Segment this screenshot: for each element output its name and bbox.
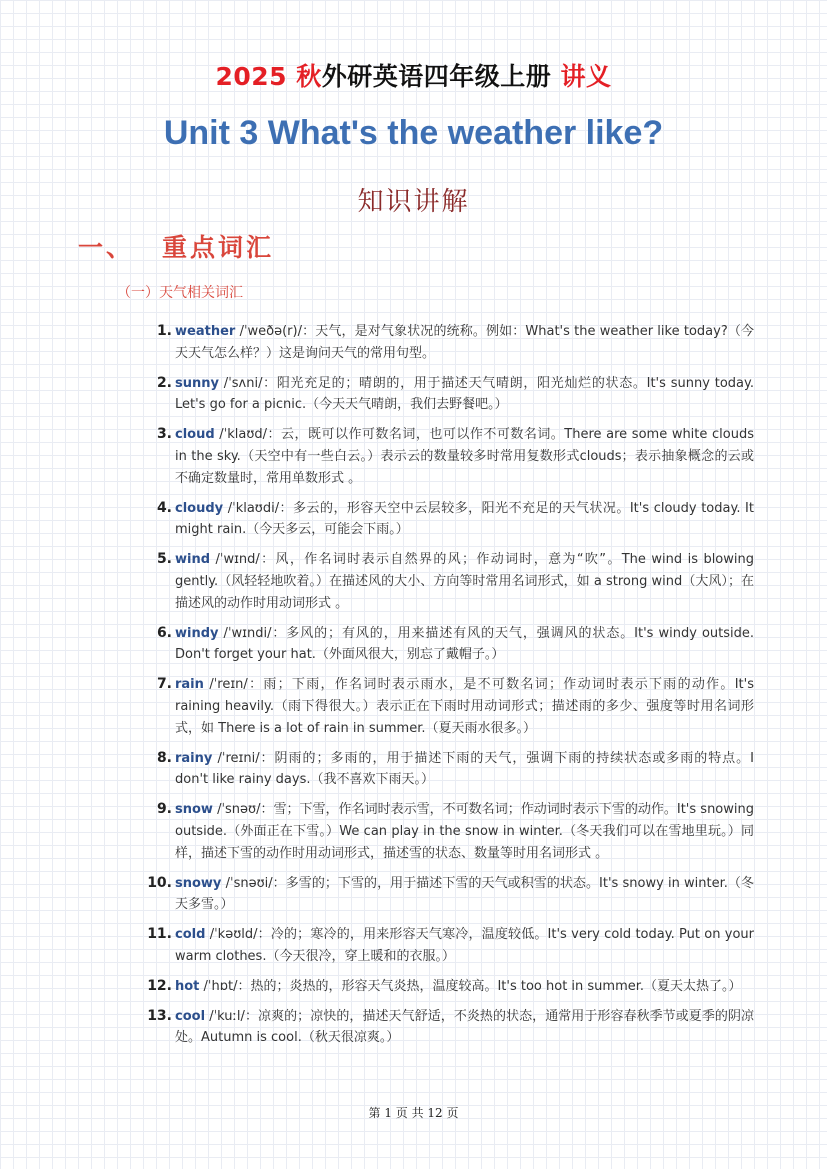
page-footer: 第 1 页 共 12 页 — [368, 1106, 459, 1120]
vocab-definition: /ˈreɪni/：阴雨的；多雨的，用于描述下雨的天气，强调下雨的持续状态或多雨的特点。I don't like rainy days.（我不喜欢下雨天。） — [175, 750, 754, 788]
vocab-definition: /ˈsnəʊi/：多雪的；下雪的，用于描述下雪的天气或积雪的状态。It's snowy in winter.（冬天多雪。） — [175, 875, 754, 913]
vocab-word: snowy — [175, 875, 222, 891]
vocab-definition: /ˈsnəʊ/：雪；下雪，作名词时表示雪，不可数名词；作动词时表示下雪的动作。It's snowing outside.（外面正在下雪。）We can play in the snow in winter.（冬天我们可以在雪地里玩。）同样，描述下雪的动作时用动词形式，描述雪的状态、数量等时用名词形式 。 — [175, 802, 754, 861]
vocab-number: 9. — [156, 801, 172, 818]
vocab-number: 3. — [156, 426, 172, 443]
title-type: 讲义 — [560, 62, 612, 91]
vocab-word: windy — [175, 625, 219, 641]
vocab-item — [146, 623, 754, 667]
vocab-item — [146, 924, 754, 968]
vocab-item — [146, 373, 754, 417]
vocab-word: cloudy — [175, 500, 224, 516]
vocab-number: 10. — [147, 874, 172, 891]
title-course: 外研英语四年级上册 — [321, 62, 552, 91]
vocab-word: weather — [175, 324, 236, 339]
vocab-definition: /ˈwɪndi/：多风的；有风的，用来描述有风的天气，强调风的状态。It's windy outside. Don't forget your hat.（外面风很大，别忘了戴帽子。） — [175, 625, 754, 663]
title-year: 2025 — [215, 62, 288, 91]
vocab-definition: /ˈkuːl/：凉爽的；凉快的，描述天气舒适，不炎热的状态，通常用于形容春秋季节或夏季的阴凉处。Autumn is cool.（秋天很凉爽。） — [175, 1008, 754, 1046]
vocab-word: snow — [175, 802, 213, 818]
vocab-number: 2. — [156, 374, 172, 391]
document-title — [0, 57, 827, 93]
vocab-number: 4. — [156, 499, 172, 516]
vocab-number: 7. — [156, 676, 172, 693]
vocab-item — [146, 1006, 754, 1050]
vocab-number: 6. — [156, 624, 172, 641]
part-title: 重点词汇 — [162, 233, 275, 262]
vocab-word: rain — [175, 677, 204, 693]
vocab-definition: /ˈkəʊld/：冷的；寒冷的，用来形容天气寒冷，温度较低。It's very cold today. Put on your warm clothes.（今天很冷，穿上暖和的衣服。） — [175, 927, 754, 964]
vocab-number: 11. — [147, 926, 172, 943]
vocab-number: 5. — [156, 551, 172, 568]
part-heading — [78, 228, 274, 264]
vocab-item — [146, 321, 754, 365]
vocab-word: cold — [175, 927, 206, 943]
vocab-word: cool — [175, 1008, 206, 1024]
vocab-item — [146, 674, 754, 739]
vocab-item — [146, 549, 754, 614]
vocab-definition: /ˈweðə(r)/：天气，是对气象状况的统称。例如：What's the weather like today?（今天天气怎么样？）这是询问天气的常用句型。 — [175, 324, 754, 361]
vocab-definition: /ˈhɒt/：热的；炎热的，形容天气炎热，温度较高。It's too hot in summer.（夏天太热了。） — [199, 978, 742, 994]
vocab-word: cloud — [175, 427, 215, 443]
vocab-item — [146, 424, 754, 489]
sub-heading: （一）天气相关词汇 — [117, 285, 243, 301]
vocab-item — [146, 748, 754, 792]
vocab-word: rainy — [175, 750, 213, 766]
vocab-number: 1. — [156, 323, 172, 339]
vocab-definition: /ˈsʌni/：阳光充足的；晴朗的，用于描述天气晴朗，阳光灿烂的状态。It's sunny today. Let's go for a picnic.（今天天气晴朗，我们去野餐吧。） — [175, 375, 754, 413]
vocab-word: hot — [175, 978, 200, 994]
vocab-number: 8. — [156, 749, 172, 766]
title-season: 秋 — [296, 62, 322, 91]
vocab-definition: /ˈwɪnd/：风，作名词时表示自然界的风；作动词时，意为“吹”。The wind is blowing gently.（风轻轻地吹着。）在描述风的大小、方向等时常用名词形式，如 a strong wind（大风）；在描述风的动作时用动词形式 。 — [175, 552, 754, 611]
vocab-item — [146, 976, 754, 998]
unit-title: Unit 3 What's the weather like? — [163, 114, 664, 152]
vocab-definition: /ˈklaʊd/：云，既可以作可数名词，也可以作不可数名词。There are some white clouds in the sky.（天空中有一些白云。）表示云的数量较多时常用复数形式clouds；表示抽象概念的云或不确定数量时，常用单数形式 。 — [175, 427, 754, 486]
vocab-word: wind — [175, 552, 211, 568]
part-number: 一、 — [78, 233, 135, 262]
vocab-word: sunny — [175, 375, 219, 391]
vocab-number: 12. — [147, 977, 172, 994]
vocabulary-list — [146, 321, 754, 1057]
section-heading: 知识讲解 — [357, 187, 470, 217]
vocab-item — [146, 873, 754, 917]
vocab-item — [146, 498, 754, 542]
vocab-definition: /ˈreɪn/：雨；下雨，作名词时表示雨水，是不可数名词；作动词时表示下雨的动作。It's raining heavily.（雨下得很大。）表示正在下雨时用动词形式；描述雨的多少、强度等时用名词形式，如 There is a lot of rain in summer.（夏天雨水很多。） — [175, 677, 754, 736]
vocab-item — [146, 799, 754, 864]
vocab-definition: /ˈklaʊdi/：多云的，形容天空中云层较多，阳光不充足的天气状况。It's cloudy today. It might rain.（今天多云，可能会下雨。） — [175, 500, 754, 538]
vocab-number: 13. — [147, 1007, 172, 1024]
